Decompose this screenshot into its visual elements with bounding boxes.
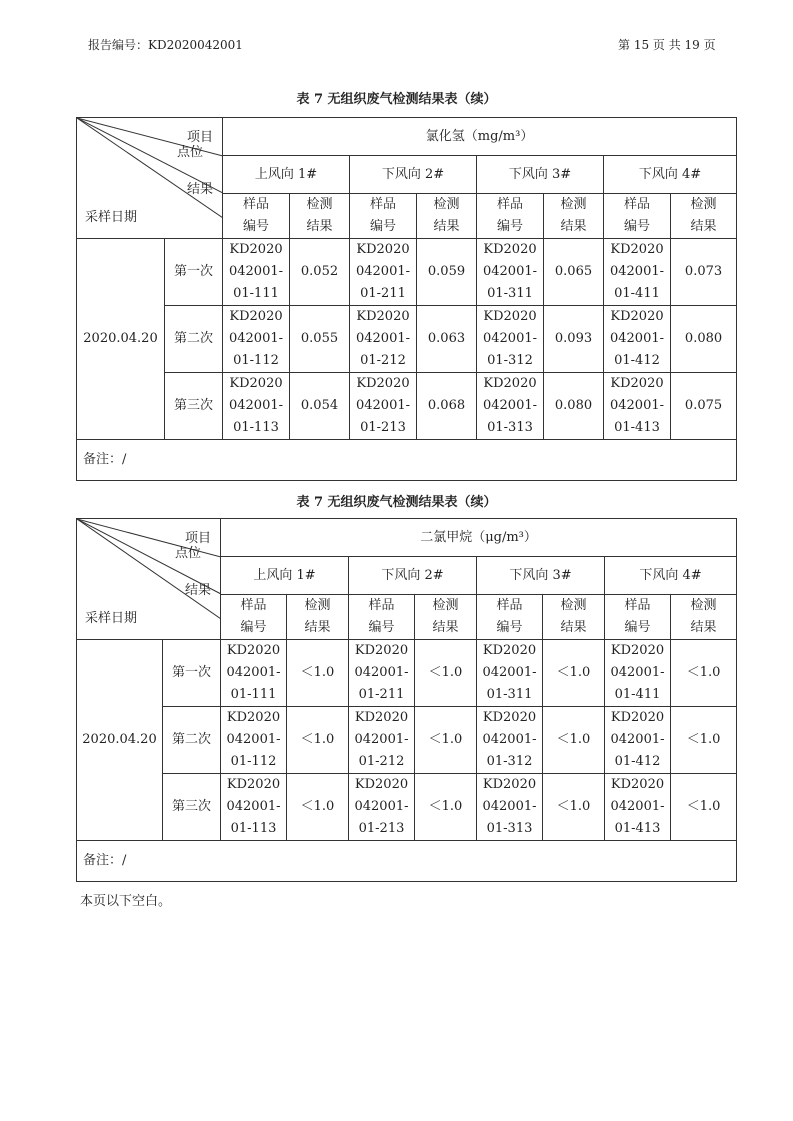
corner-result-label: 结果 — [187, 182, 214, 197]
location-header: 上风向 1# — [221, 557, 349, 595]
report-number: 报告编号：KD2020042001 — [88, 38, 243, 52]
sample-number: KD2020 042001- 01-413 — [604, 373, 671, 440]
table-title: 表 7 无组织废气检测结果表（续） — [296, 92, 497, 107]
table-row — [77, 640, 737, 707]
sample-no-header: 样品 编号 — [223, 194, 290, 239]
sample-number: KD2020 042001- 01-113 — [223, 373, 290, 440]
sample-no-header: 样品 编号 — [605, 595, 671, 640]
sample-number: KD2020 042001- 01-411 — [604, 239, 671, 306]
result-value: ＜1.0 — [671, 640, 737, 707]
result-value: 0.055 — [290, 306, 350, 373]
round-label: 第三次 — [165, 373, 223, 440]
sample-number: KD2020 042001- 01-213 — [350, 373, 417, 440]
table-row — [77, 306, 737, 373]
table-row — [77, 239, 737, 306]
corner-point-label: 点位 — [177, 145, 204, 160]
sample-number: KD2020 042001- 01-213 — [349, 774, 415, 841]
sample-number: KD2020 042001- 01-412 — [604, 306, 671, 373]
sample-number: KD2020 042001- 01-313 — [477, 373, 544, 440]
result-value: ＜1.0 — [415, 707, 477, 774]
sample-number: KD2020 042001- 01-211 — [349, 640, 415, 707]
result-value: ＜1.0 — [543, 707, 605, 774]
sample-number: KD2020 042001- 01-412 — [605, 707, 671, 774]
location-header: 下风向 2# — [349, 557, 477, 595]
page-end-note: 本页以下空白。 — [80, 894, 172, 909]
result-value: 0.068 — [417, 373, 477, 440]
corner-point-label: 点位 — [175, 546, 202, 561]
corner-header-cell — [77, 118, 223, 239]
result-header: 检测 结果 — [544, 194, 604, 239]
result-value: ＜1.0 — [671, 774, 737, 841]
location-header: 下风向 3# — [477, 156, 604, 194]
result-header: 检测 结果 — [417, 194, 477, 239]
table-row — [77, 774, 737, 841]
location-header: 下风向 4# — [605, 557, 737, 595]
sample-number: KD2020 042001- 01-312 — [477, 707, 543, 774]
corner-result-label: 结果 — [185, 583, 212, 598]
result-value: 0.065 — [544, 239, 604, 306]
result-value: 0.052 — [290, 239, 350, 306]
page-indicator: 第 15 页 共 19 页 — [618, 38, 716, 52]
result-header: 检测 结果 — [415, 595, 477, 640]
result-value: ＜1.0 — [671, 707, 737, 774]
sample-number: KD2020 042001- 01-111 — [223, 239, 290, 306]
result-header: 检测 结果 — [290, 194, 350, 239]
sample-number: KD2020 042001- 01-413 — [605, 774, 671, 841]
corner-date-label: 采样日期 — [85, 611, 138, 626]
sample-no-header: 样品 编号 — [221, 595, 287, 640]
result-value: 0.093 — [544, 306, 604, 373]
sample-number: KD2020 042001- 01-113 — [221, 774, 287, 841]
corner-item-label: 项目 — [187, 130, 214, 145]
results-table — [76, 518, 737, 882]
sample-no-header: 样品 编号 — [477, 595, 543, 640]
result-header: 检测 结果 — [287, 595, 349, 640]
result-value: 0.080 — [544, 373, 604, 440]
parameter-header: 氯化氢（mg/m³） — [223, 118, 737, 156]
sample-no-header: 样品 编号 — [350, 194, 417, 239]
round-label: 第二次 — [163, 707, 221, 774]
result-value: 0.059 — [417, 239, 477, 306]
result-value: ＜1.0 — [287, 640, 349, 707]
corner-item-label: 项目 — [185, 531, 212, 546]
round-label: 第三次 — [163, 774, 221, 841]
sample-number: KD2020 042001- 01-212 — [350, 306, 417, 373]
result-value: 0.080 — [671, 306, 737, 373]
result-value: ＜1.0 — [287, 707, 349, 774]
sample-number: KD2020 042001- 01-112 — [221, 707, 287, 774]
sample-no-header: 样品 编号 — [349, 595, 415, 640]
result-header: 检测 结果 — [543, 595, 605, 640]
sample-number: KD2020 042001- 01-212 — [349, 707, 415, 774]
table-row — [77, 707, 737, 774]
result-value: 0.054 — [290, 373, 350, 440]
result-value: ＜1.0 — [415, 640, 477, 707]
sample-number: KD2020 042001- 01-311 — [477, 640, 543, 707]
location-header: 下风向 4# — [604, 156, 737, 194]
sample-number: KD2020 042001- 01-311 — [477, 239, 544, 306]
table-title: 表 7 无组织废气检测结果表（续） — [296, 495, 497, 510]
corner-date-label: 采样日期 — [85, 210, 138, 225]
location-header: 上风向 1# — [223, 156, 350, 194]
result-value: ＜1.0 — [415, 774, 477, 841]
result-value: ＜1.0 — [543, 774, 605, 841]
sample-number: KD2020 042001- 01-112 — [223, 306, 290, 373]
sample-number: KD2020 042001- 01-211 — [350, 239, 417, 306]
result-header: 检测 结果 — [671, 194, 737, 239]
sampling-date: 2020.04.20 — [77, 239, 165, 440]
sample-number: KD2020 042001- 01-312 — [477, 306, 544, 373]
result-header: 检测 结果 — [671, 595, 737, 640]
round-label: 第一次 — [163, 640, 221, 707]
result-value: ＜1.0 — [287, 774, 349, 841]
sample-no-header: 样品 编号 — [604, 194, 671, 239]
sample-number: KD2020 042001- 01-411 — [605, 640, 671, 707]
result-value: 0.063 — [417, 306, 477, 373]
sampling-date: 2020.04.20 — [77, 640, 163, 841]
sample-no-header: 样品 编号 — [477, 194, 544, 239]
result-value: 0.073 — [671, 239, 737, 306]
table-row — [77, 373, 737, 440]
table-note: 备注：/ — [77, 440, 737, 481]
result-value: 0.075 — [671, 373, 737, 440]
sample-number: KD2020 042001- 01-111 — [221, 640, 287, 707]
location-header: 下风向 2# — [350, 156, 477, 194]
result-value: ＜1.0 — [543, 640, 605, 707]
location-header: 下风向 3# — [477, 557, 605, 595]
round-label: 第一次 — [165, 239, 223, 306]
parameter-header: 二氯甲烷（μg/m³） — [221, 519, 737, 557]
round-label: 第二次 — [165, 306, 223, 373]
table-note: 备注：/ — [77, 841, 737, 882]
results-table — [76, 117, 737, 481]
sample-number: KD2020 042001- 01-313 — [477, 774, 543, 841]
corner-header-cell — [77, 519, 221, 640]
